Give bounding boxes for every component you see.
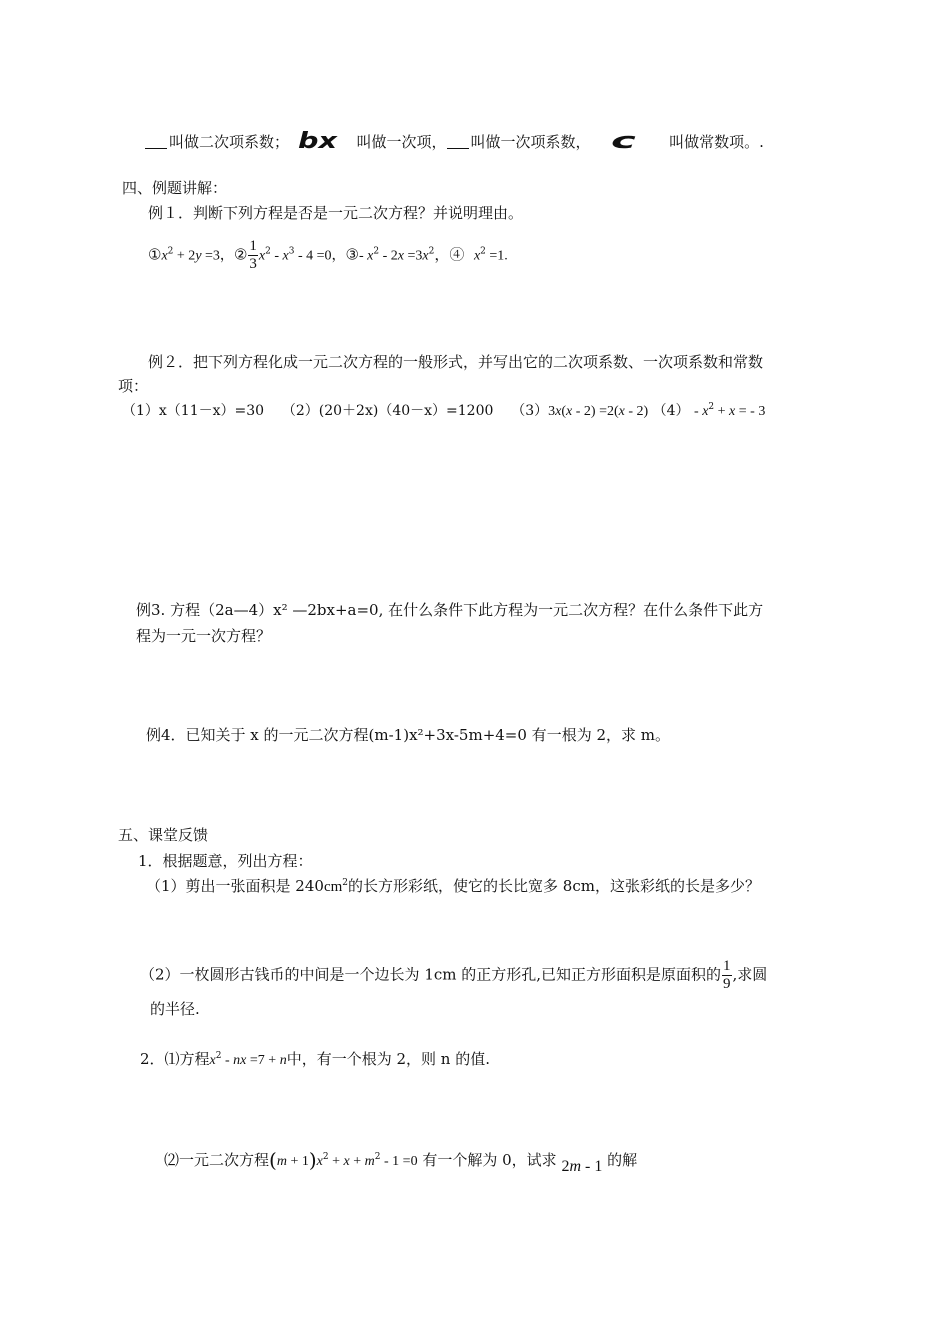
feedback-item-1-1: （1）剪出一张面积是 $240cm^2$的长方形彩纸，使它的长比宽多 8cm，这张彩纸的长是多少？ [146, 877, 760, 895]
blank-underline [145, 134, 167, 149]
example-3-line-2: 程为一元一次方程？ [136, 627, 272, 645]
example-1-title: 例１．判断下列方程是否是一元二次方程？并说明理由。 [148, 204, 524, 222]
feedback-item-3: ⑵一元二次方程$(m + 1)x^2 + x + m^2 - 1 =0$ 有一个解为 0，试求 2m - 1 的解 [164, 1148, 638, 1175]
fraction-one-third: $\frac{1}{3}$ [249, 238, 257, 272]
definition-line: 叫做二次项系数； bx 叫做一次项， 叫做一次项系数， c 叫做常数项。. [145, 132, 764, 152]
example-3-line-1: 例3. 方程（2a—4）x² —2bx+a=0, 在什么条件下此方程为一元二次方程？在什么条件下此方 [136, 601, 764, 619]
fraction-one-ninth: $\frac{1}{9}$ [723, 958, 731, 992]
feedback-item-2: 2．⑴方程$x^2$ - nx =7 + n中，有一个根为 2，则 n 的值. [140, 1050, 490, 1068]
feedback-item-1-2-cont: 的半径. [150, 1000, 200, 1018]
feedback-item-1: 1．根据题意，列出方程： [138, 852, 313, 870]
example-1-equations: $①x^2 + 2y =3$，② $\frac{1}{3}$ $x^2 - x^3 - 4 =0$，③- $x^2 - 2x =3x^2$，④ $x^2 =1$. [148, 238, 508, 272]
example-4: 例4．已知关于 x 的一元二次方程(m-1)x²+3x-5m+4=0 有一根为 2，求 m。 [146, 726, 670, 744]
blank-underline [447, 134, 469, 149]
example-2-title: 例２．把下列方程化成一元二次方程的一般形式，并写出它的二次项系数、一次项系数和常数 [148, 353, 764, 371]
c-term: c [611, 129, 637, 154]
example-2-title-cont: 项： [118, 377, 149, 395]
bx-term: bx [297, 129, 337, 154]
section-heading-5: 五、课堂反馈 [118, 826, 209, 844]
example-2-equations: （1）x（11－x）=30 （2）(20＋2x)（40－x）=1200 （3）3x(x - 2) =2(x - 2) $(4) - x^2 + x$ = - 3 [122, 402, 766, 419]
section-heading-4: 四、例题讲解： [122, 179, 228, 197]
feedback-item-1-2: （2）一枚圆形古钱币的中间是一个边长为 1cm 的正方形孔,已知正方形面积是原面积的 $\frac{1}{9}$ ,求圆 [140, 958, 768, 992]
